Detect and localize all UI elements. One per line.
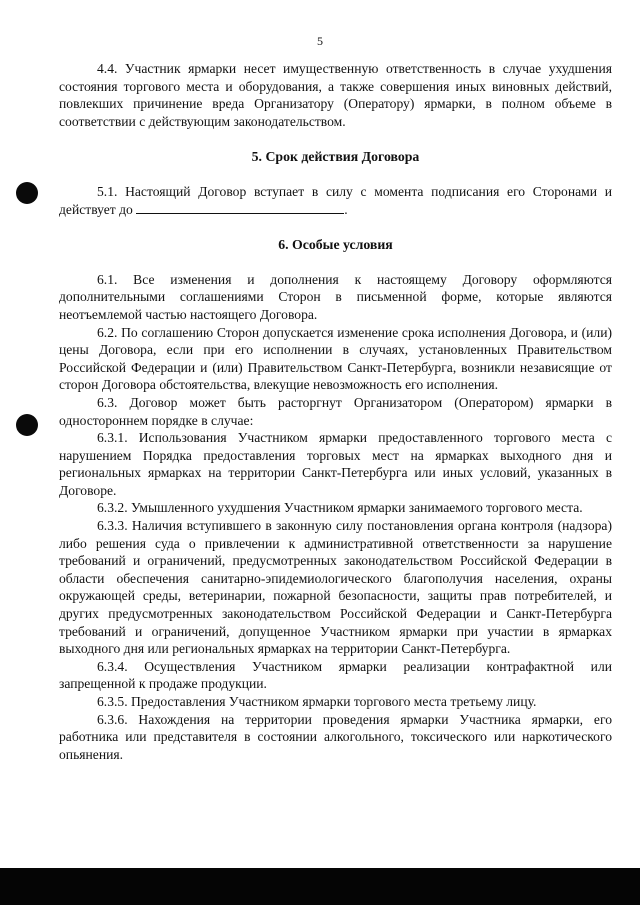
- section-5-heading: 5. Срок действия Договора: [251, 149, 420, 165]
- clause-4-4: 4.4. Участник ярмарки несет имущественную ответственность в случае ухудшения состояния торгового места и оборудования, а также совершения иных виновных действий, повлекших причинение вреда Организатору (Оператору) ярмарки, в полном объеме в соответствии с действующим законодательством.: [59, 61, 612, 129]
- hole-punch-icon: [16, 182, 38, 204]
- clause-5-1-end: .: [344, 201, 348, 217]
- clause-6-3-4: 6.3.4. Осуществления Участником ярмарки реализации контрафактной или запрещенной к продаже продукции.: [59, 658, 612, 692]
- date-blank-line: [136, 201, 344, 214]
- page-number: 5: [317, 34, 323, 48]
- clause-6-3-5: 6.3.5. Предоставления Участником ярмарки торгового места третьему лицу.: [97, 694, 537, 709]
- clause-5-1: [59, 183, 612, 218]
- clause-6-3-1: 6.3.1. Использования Участником ярмарки предоставленного торгового места с нарушением Порядка предоставления торговых мест на ярмарках выходного дня и региональных ярмарках на территории Санкт-Петербурга или иных условий, указанных в Договоре.: [59, 430, 612, 498]
- scan-bottom-edge: [0, 868, 640, 905]
- clause-6-3-2: 6.3.2. Умышленного ухудшения Участником ярмарки занимаемого торгового места.: [97, 500, 583, 516]
- document-body: [59, 60, 612, 763]
- section-6-heading: 6. Особые условия: [278, 237, 393, 253]
- clause-6-1: 6.1. Все изменения и дополнения к настоящему Договору оформляются дополнительными соглашениями Сторон в письменной форме, которые являются неотъемлемой частью настоящего Договора.: [59, 271, 612, 322]
- clause-6-3-3: 6.3.3. Наличия вступившего в законную силу постановления органа контроля (надзора) либо решения суда о привлечении к административной ответственности за нарушение требований и ограничений, предусмотренных законодательством Российской Федерации в области обеспечения санитарно-эпидемиологического благополучия населения, охраны окружающей среды, ветеринарии, пожарной безопасности, защиты прав потребителей, и других предусмотренных законодательством Российской Федерации и Санкт-Петербурга требований и ограничений, допущенное Участником ярмарки при участии в ярмарках выходного дня или региональных ярмарках на территории Санкт-Петербурга.: [59, 518, 612, 657]
- clause-5-1-text: 5.1. Настоящий Договор вступает в силу с момента подписания его Сторонами и действует до: [59, 183, 612, 217]
- clause-6-3-6: 6.3.6. Нахождения на территории проведения ярмарки Участника ярмарки, его работника или представителя в состоянии алкогольного, токсического или наркотического опьянения.: [59, 711, 612, 762]
- hole-punch-icon: [16, 414, 38, 436]
- clause-6-3: 6.3. Договор может быть расторгнут Организатором (Оператором) ярмарки в одностороннем порядке в случае:: [59, 394, 612, 428]
- clause-6-2: 6.2. По соглашению Сторон допускается изменение срока исполнения Договора, и (или) цены Договора, если при его исполнении в случаях, установленных Правительством Российской Федерации и (или) Правительством Санкт-Петербурга, возникли независящие от сторон Договора обстоятельства, влекущие невозможность его исполнения.: [59, 324, 612, 393]
